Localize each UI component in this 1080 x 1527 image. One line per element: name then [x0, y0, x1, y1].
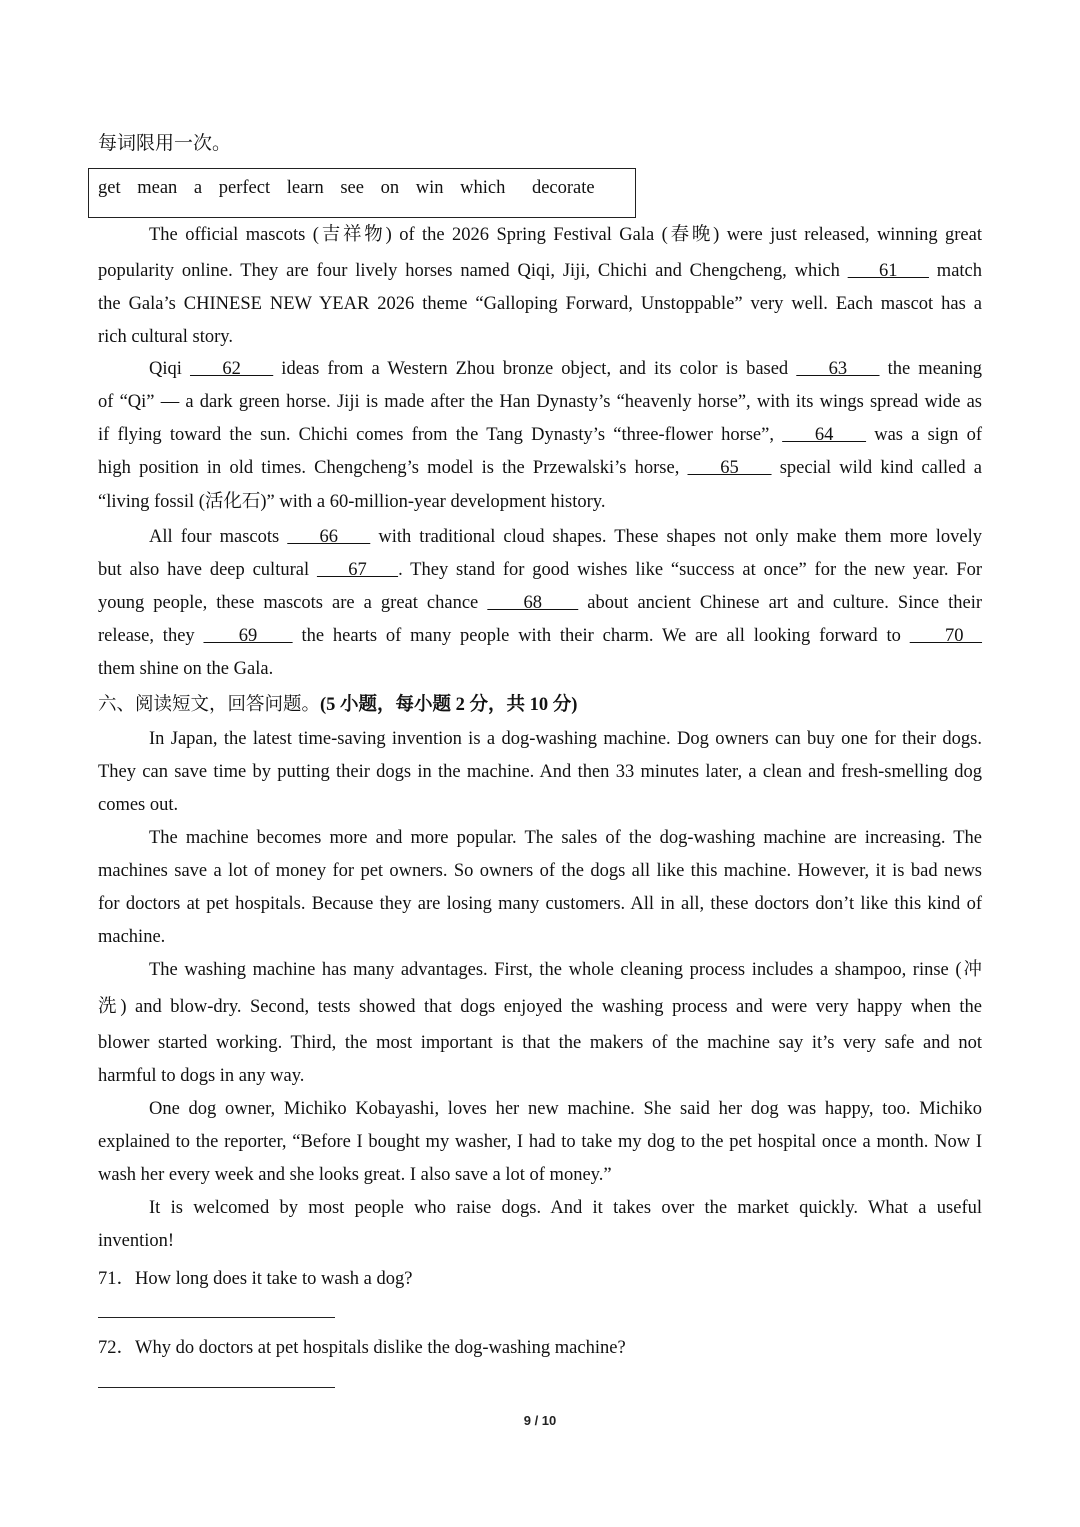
section-six-heading: 六、阅读短文，回答问题。(5 小题，每小题 2 分，共 10 分) — [98, 695, 578, 715]
word-bank-item: win — [415, 178, 444, 198]
instruction-note: 每词限用一次。 — [98, 133, 232, 154]
text-line: rich cultural story. — [98, 327, 233, 347]
word-bank-item: a — [193, 178, 203, 198]
word-bank-box — [88, 168, 636, 218]
word-bank — [98, 178, 607, 199]
text-line: explained to the reporter, “Before I bought my washer, I had to take my dog to the pet hospital once a month. Now I — [98, 1132, 982, 1152]
text-line: the Gala’s CHINESE NEW YEAR 2026 theme “Galloping Forward, Unstoppable” very well. Each mascot has a — [98, 294, 982, 314]
question-71: 71．How long does it take to wash a dog? — [98, 1269, 413, 1289]
word-bank-item: learn — [286, 178, 324, 198]
text-line: high position in old times. Chengcheng’s model is the Przewalski’s horse, 65 special wild kind called a — [98, 458, 982, 478]
text-line: young people, these mascots are a great chance 68 about ancient Chinese art and culture. Since their — [98, 593, 982, 613]
text-line: popularity online. They are four lively horses named Qiqi, Jiji, Chichi and Chengcheng, which 61 match — [98, 261, 983, 281]
cloze-blank-70: 70 — [909, 626, 983, 646]
text-line: for doctors at pet hospitals. Because they are losing many customers. All in all, these doctors don’t like this kind of — [98, 894, 982, 914]
text-line: but also have deep cultural 67 . They stand for good wishes like “success at once” for the new year. For — [98, 560, 982, 580]
text-line: machines save a lot of money for pet owners. So owners of the dogs all like this machine. However, it is bad news — [98, 861, 982, 881]
word-bank-item: perfect — [218, 178, 271, 198]
text-line: harmful to dogs in any way. — [98, 1066, 305, 1086]
answer-line-72[interactable] — [98, 1387, 335, 1388]
word-bank-item: get — [98, 178, 121, 198]
cloze-blank-67: 67 — [316, 560, 399, 580]
text-line: All four mascots 66 with traditional cloud shapes. These shapes not only make them more lovely — [149, 527, 983, 547]
text-line: They can save time by putting their dogs in the machine. And then 33 minutes later, a clean and fresh-smelling dog — [98, 762, 982, 782]
text-line: It is welcomed by most people who raise dogs. And it takes over the market quickly. What a useful — [149, 1198, 982, 1218]
word-bank-item: see — [340, 178, 364, 198]
word-bank-item: decorate — [531, 178, 595, 198]
text-line: release, they 69 the hearts of many people with their charm. We are all looking forward to 70 — [98, 626, 983, 646]
text-line: The machine becomes more and more popular. The sales of the dog-washing machine are increasing. The — [149, 828, 982, 848]
text-line: The official mascots (吉祥物) of the 2026 Spring Festival Gala (春晚) were just released, winning great — [149, 225, 982, 245]
cloze-blank-64: 64 — [782, 425, 867, 445]
text-line: machine. — [98, 927, 166, 947]
cloze-blank-66: 66 — [287, 527, 371, 547]
text-line: comes out. — [98, 795, 179, 815]
answer-line-71[interactable] — [98, 1317, 335, 1318]
text-line: One dog owner, Michiko Kobayashi, loves her new machine. She said her dog was happy, too. Michiko — [149, 1099, 982, 1119]
text-line: of “Qi” — a dark green horse. Jiji is made after the Han Dynasty’s “heavenly horse”, with its wings spread wide as — [98, 392, 982, 412]
page-number: 9 / 10 — [523, 1413, 557, 1428]
cloze-blank-69: 69 — [203, 626, 293, 646]
section-six-score: (5 小题，每小题 2 分，共 10 分) — [320, 695, 578, 715]
text-line: “living fossil (活化石)” with a 60-million-year development history. — [98, 492, 606, 512]
cloze-blank-63: 63 — [796, 359, 880, 379]
text-line: if flying toward the sun. Chichi comes from the Tang Dynasty’s “three-flower horse”, 64 was a sign of — [98, 425, 982, 445]
text-line: The washing machine has many advantages. First, the whole cleaning process includes a shampoo, rinse (冲 — [149, 960, 982, 980]
word-bank-item: on — [380, 178, 400, 198]
text-line: invention! — [98, 1231, 175, 1251]
word-bank-item: mean — [137, 178, 178, 198]
cloze-blank-62: 62 — [189, 359, 274, 379]
word-bank-item: which — [460, 178, 506, 198]
question-72: 72．Why do doctors at pet hospitals dislike the dog-washing machine? — [98, 1338, 626, 1358]
text-line: Qiqi 62 ideas from a Western Zhou bronze object, and its color is based 63 the meaning — [149, 359, 983, 379]
text-line: In Japan, the latest time-saving invention is a dog-washing machine. Dog owners can buy one for their dogs. — [149, 729, 982, 749]
cloze-blank-68: 68 — [487, 593, 579, 613]
cloze-blank-65: 65 — [687, 458, 772, 478]
text-line: them shine on the Gala. — [98, 659, 274, 679]
text-line: wash her every week and she looks great. I also save a lot of money.” — [98, 1165, 612, 1185]
cloze-blank-61: 61 — [847, 261, 929, 281]
text-line: blower started working. Third, the most important is that the makers of the machine say it’s very safe and not — [98, 1033, 982, 1053]
text-line: 洗) and blow-dry. Second, tests showed that dogs enjoyed the washing process and were very happy when the — [98, 997, 982, 1017]
